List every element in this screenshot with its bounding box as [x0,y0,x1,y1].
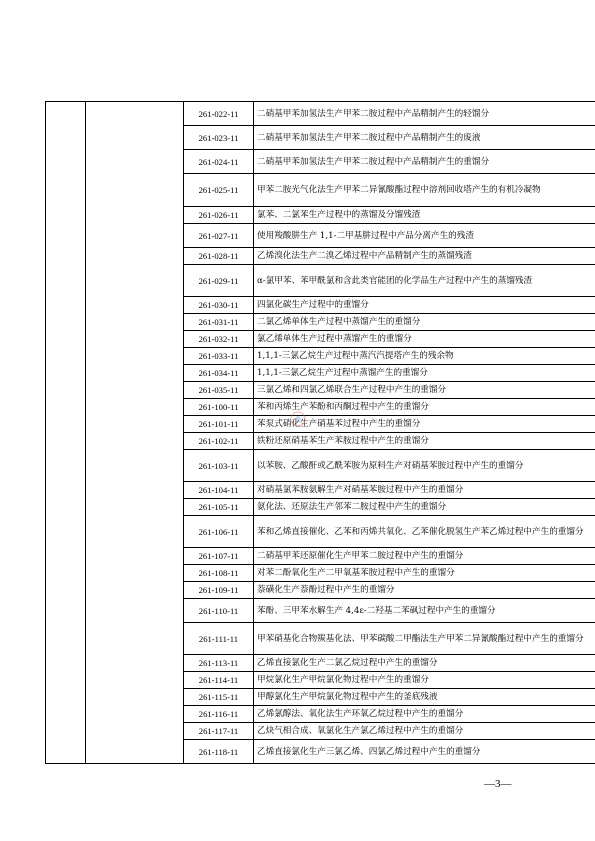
waste-description: 乙烯溴化法生产二溴乙烯过程中产品精制产生的蒸馏残渣 [254,248,595,265]
waste-code: 261-033-11 [184,348,254,365]
waste-code: 261-029-11 [184,265,254,297]
waste-code: 261-023-11 [184,126,254,150]
waste-code: 261-114-11 [184,672,254,689]
waste-description: 乙炔气相合成、氧氯化生产氯乙烯过程中产生的重馏分 [254,723,595,740]
waste-description: 乙烯直接氯化生产三氯乙烯、四氯乙烯过程中产生的重馏分 [254,740,595,764]
waste-code: 261-109-11 [184,582,254,599]
waste-code: 261-030-11 [184,297,254,314]
waste-code: 261-034-11 [184,365,254,382]
page-number: —3— [484,778,512,790]
waste-code: 261-032-11 [184,331,254,348]
waste-code: 261-025-11 [184,174,254,207]
waste-code: 261-100-11 [184,399,254,416]
waste-description: 铁粉还原硝基苯生产苯胺过程中产生的重馏分 [254,433,595,450]
waste-code: 261-108-11 [184,565,254,582]
waste-code: 261-102-11 [184,433,254,450]
waste-code: 261-111-11 [184,623,254,655]
waste-description: 对硝基氯苯胺氨解生产对硝基苯胺过程中产生的重馏分 [254,482,595,499]
waste-description: 二硝基甲苯还原催化生产甲苯二胺过程中产生的重馏分 [254,548,595,565]
source-cell [86,102,184,764]
waste-code: 261-116-11 [184,706,254,723]
waste-code: 261-031-11 [184,314,254,331]
waste-description: 1,1,1-三氯乙烷生产过程中蒸汽汽提塔产生的残余物 [254,348,595,365]
waste-code: 261-035-11 [184,382,254,399]
waste-description: α-氯甲苯、苯甲酰氯和含此类官能团的化学品生产过程中产生的蒸馏残渣 [254,265,595,297]
waste-description: 二硝基甲苯加氢法生产甲苯二胺过程中产品精制产生的废液 [254,126,595,150]
waste-description: 乙烯直接氯化生产二氯乙烷过程中产生的重馏分 [254,655,595,672]
table-row [46,102,595,126]
waste-description: 甲醇氯化生产甲烷氯化物过程中产生的釜底残液 [254,689,595,706]
waste-description: 氨化法、还原法生产邻苯二胺过程中产生的重馏分 [254,499,595,516]
waste-description: 二硝基甲苯加氢法生产甲苯二胺过程中产品精制产生的重馏分 [254,150,595,174]
waste-description: 苯酚、三甲苯水解生产 4,4ε-二羟基二苯砜过程中产生的重馏分 [254,599,595,623]
waste-description: 使用羧酸肼生产 1,1-二甲基肼过程中产品分离产生的残渣 [254,224,595,248]
waste-code: 261-117-11 [184,723,254,740]
waste-code: 261-118-11 [184,740,254,764]
waste-description: 乙烯氯醇法、氧化法生产环氧乙烷过程中产生的重馏分 [254,706,595,723]
waste-code: 261-110-11 [184,599,254,623]
waste-description: 萘磺化生产萘酚过程中产生的重馏分 [254,582,595,599]
waste-description: 氯乙烯单体生产过程中蒸馏产生的重馏分 [254,331,595,348]
waste-code: 261-104-11 [184,482,254,499]
waste-code: 261-106-11 [184,516,254,548]
waste-description: 二硝基甲苯加氢法生产甲苯二胺过程中产品精制产生的轻馏分 [254,102,595,126]
waste-code: 261-105-11 [184,499,254,516]
waste-description: 甲烷氯化生产甲烷氯化物过程中产生的重馏分 [254,672,595,689]
waste-description: 甲苯硝基化合物羰基化法、甲苯碳酸二甲酯法生产甲苯二异氰酸酯过程中产生的重馏分 [254,623,595,655]
waste-description: 三氯乙烯和四氯乙烯联合生产过程中产生的重馏分 [254,382,595,399]
waste-description: 四氯化碳生产过程中的重馏分 [254,297,595,314]
waste-description: 以苯胺、乙酸酐或乙酰苯胺为原料生产对硝基苯胺过程中产生的重馏分 [254,450,595,482]
waste-code: 261-103-11 [184,450,254,482]
waste-description: 甲苯二胺光气化法生产甲苯二异氰酸酯过程中溶剂回收塔产生的有机冷凝物 [254,174,595,207]
waste-code: 261-024-11 [184,150,254,174]
waste-description: 对苯二酚氧化生产二甲氧基苯胺过程中产生的重馏分 [254,565,595,582]
watermark-stamp [289,410,307,428]
table-body [46,102,595,764]
waste-code: 261-028-11 [184,248,254,265]
hazardous-waste-table [45,101,595,764]
waste-description: 苯和乙烯直接催化、乙苯和丙烯共氧化、乙苯催化脱氢生产苯乙烯过程中产生的重馏分 [254,516,595,548]
waste-code: 261-115-11 [184,689,254,706]
waste-code: 261-101-11 [184,416,254,433]
waste-code: 261-022-11 [184,102,254,126]
waste-code: 261-026-11 [184,207,254,224]
waste-description: 1,1,1-三氯乙烷生产过程中蒸馏产生的重馏分 [254,365,595,382]
waste-description: 苯和丙烯生产苯酚和丙酮过程中产生的重馏分 [254,399,595,416]
category-cell [46,102,86,764]
waste-description: 氯苯、二氯苯生产过程中的蒸馏及分馏残渣 [254,207,595,224]
waste-code: 261-107-11 [184,548,254,565]
waste-description: 二氯乙烯单体生产过程中蒸馏产生的重馏分 [254,314,595,331]
waste-code: 261-113-11 [184,655,254,672]
waste-description: 苯泵式硝化生产硝基苯过程中产生的重馏分 [254,416,595,433]
waste-code: 261-027-11 [184,224,254,248]
